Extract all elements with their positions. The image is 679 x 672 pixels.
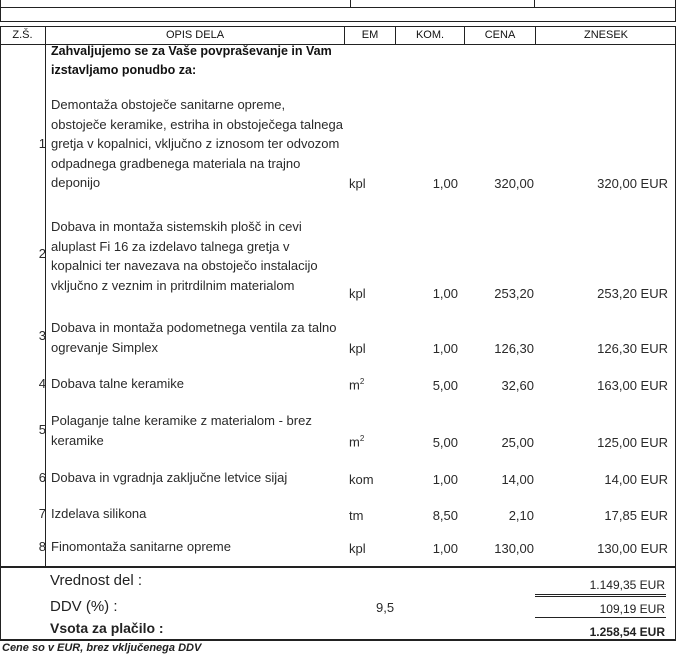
- vat-underline: [535, 617, 666, 618]
- vat-value: 109,19 EUR: [599, 602, 665, 616]
- total-label: Vsota za plačilo :: [50, 620, 164, 636]
- top-divider-1: [350, 0, 351, 7]
- item-3-quantity: 1,00: [432, 341, 458, 356]
- item-8-description: Finomontaža sanitarne opreme: [51, 539, 231, 554]
- item-2-price: 253,20: [494, 286, 534, 301]
- total-value: 1.258,54 EUR: [589, 625, 665, 639]
- item-3-unit: kpl: [349, 341, 366, 356]
- item-4-price: 32,60: [501, 378, 534, 393]
- item-1-unit: kpl: [349, 176, 366, 191]
- item-7-amount: 17,85 EUR: [604, 508, 668, 523]
- item-1-quantity: 1,00: [432, 176, 458, 191]
- work-value: 1.149,35 EUR: [589, 578, 665, 592]
- item-4-description: Dobava talne keramike: [51, 376, 184, 391]
- item-3-no: 3: [38, 328, 46, 343]
- work-value-underline-2: [535, 596, 666, 597]
- footnote: Cene so v EUR, brez vključenega DDV: [2, 642, 202, 654]
- item-5-amount: 125,00 EUR: [597, 435, 668, 450]
- item-2-amount: 253,20 EUR: [597, 286, 668, 301]
- item-5-unit: [349, 434, 399, 449]
- col-divider-price: [535, 26, 536, 44]
- item-8-price: 130,00: [494, 541, 534, 556]
- top-border: [0, 7, 676, 8]
- item-6-amount: 14,00 EUR: [604, 472, 668, 487]
- item-2-description: Dobava in montaža sistemskih plošč in cevi aluplast Fi 16 za izdelavo talnega gretja v kopalnici ter navezava na obstoječo instalacijo vključno z veznim in pritrdilnim materialom: [51, 219, 318, 293]
- item-4-no: 4: [38, 376, 46, 391]
- item-7-unit: tm: [349, 508, 364, 523]
- table-left-border: [0, 26, 1, 640]
- col-divider-desc: [344, 26, 345, 44]
- item-1-amount: 320,00 EUR: [597, 176, 668, 191]
- item-7-quantity: 8,50: [432, 508, 458, 523]
- item-1-description: Demontaža obstoječe sanitarne opreme, obstoječe keramike, estriha in obstoječega talnega gretja v kopalnici, vključno z iznosom ter odvozom odpadnega gradbenega materiala na trajno deponijo: [51, 97, 343, 190]
- item-5-quantity: 5,00: [432, 435, 458, 450]
- item-7-price: 2,10: [508, 508, 534, 523]
- header-amount: ZNESEK: [583, 29, 628, 41]
- vat-rate: 9,5: [376, 600, 395, 615]
- col-divider-qty: [464, 26, 465, 44]
- item-8-quantity: 1,00: [432, 541, 458, 556]
- item-1-no: 1: [38, 136, 46, 151]
- item-4-unit-text: m: [349, 377, 360, 393]
- item-7-no: 7: [38, 506, 46, 521]
- vat-label: DDV (%) :: [50, 598, 118, 615]
- item-6-price: 14,00: [501, 472, 534, 487]
- work-value-label: Vrednost del :: [50, 572, 142, 589]
- summary-top-line: [0, 566, 676, 568]
- item-3-price: 126,30: [494, 341, 534, 356]
- item-8-unit: kpl: [349, 541, 366, 556]
- item-3-amount: 126,30 EUR: [597, 341, 668, 356]
- col-divider-unit: [395, 26, 396, 44]
- item-6-description: Dobava in vgradnja zaključne letvice sijaj: [51, 470, 288, 485]
- item-3-description: Dobava in montaža podometnega ventila za talno ogrevanje Simplex: [51, 320, 337, 355]
- top-left-border: [0, 0, 1, 22]
- header-description: OPIS DELA: [165, 29, 225, 41]
- item-6-no: 6: [38, 470, 46, 485]
- item-5-unit-text: m: [349, 434, 360, 450]
- top-right-border: [675, 0, 676, 22]
- item-8-amount: 130,00 EUR: [597, 541, 668, 556]
- header-quantity: KOM.: [415, 29, 445, 41]
- item-4-quantity: 5,00: [432, 378, 458, 393]
- intro-text: Zahvaljujemo se za Vaše povpraševanje in Vam izstavljamo ponudbo za:: [51, 44, 332, 77]
- item-2-no: 2: [38, 246, 46, 261]
- top-border-2: [0, 21, 676, 22]
- table-right-border: [675, 26, 676, 640]
- item-2-unit: kpl: [349, 286, 366, 301]
- header-unit: EM: [361, 29, 379, 41]
- item-8-no: 8: [38, 539, 46, 554]
- item-1-price: 320,00: [494, 176, 534, 191]
- item-4-amount: 163,00 EUR: [597, 378, 668, 393]
- item-5-price: 25,00: [501, 435, 534, 450]
- work-value-underline: [535, 594, 666, 595]
- header-price: CENA: [484, 29, 516, 41]
- item-5-unit-sup: 2: [359, 434, 365, 443]
- item-2-quantity: 1,00: [432, 286, 458, 301]
- item-4-unit: [349, 377, 399, 392]
- item-7-description: Izdelava silikona: [51, 506, 147, 521]
- item-6-unit: kom: [349, 472, 374, 487]
- summary-bottom-line: [0, 639, 676, 641]
- item-6-quantity: 1,00: [432, 472, 458, 487]
- col-divider-no: [45, 26, 46, 566]
- item-5-no: 5: [38, 422, 46, 437]
- item-4-unit-sup: 2: [359, 377, 365, 386]
- header-no: Z.Š.: [12, 29, 33, 41]
- top-divider-2: [534, 0, 535, 7]
- item-5-description: Polaganje talne keramike z materialom - brez keramike: [51, 413, 312, 448]
